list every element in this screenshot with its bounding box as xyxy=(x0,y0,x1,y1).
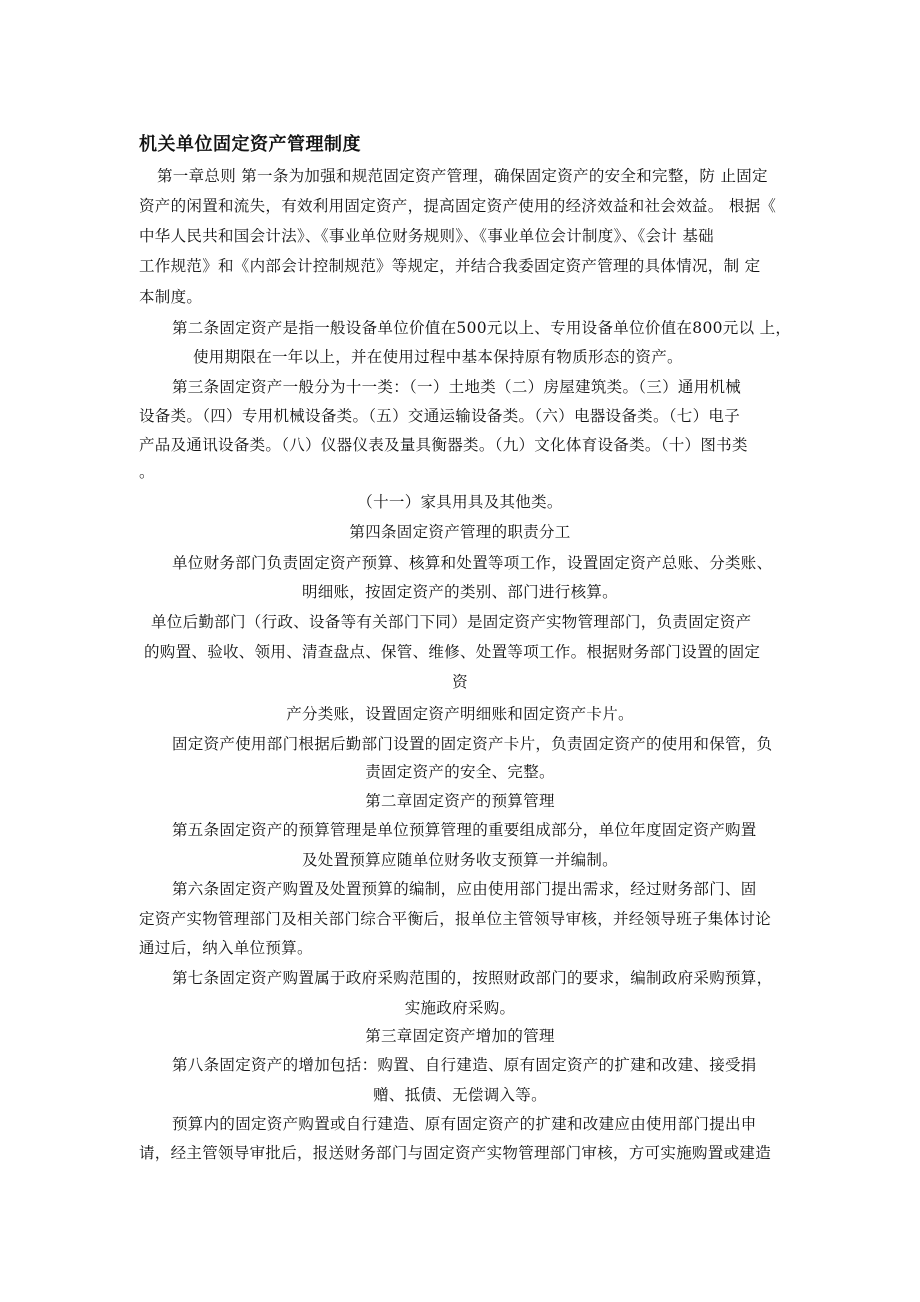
text-line: 责固定资产的安全、完整。 xyxy=(365,763,555,781)
text-line: 实施政府采购。 xyxy=(404,999,516,1017)
text-line: 第二条固定资产是指一般设备单位价值在500元以上、专用设备单位价值在800元以 上， xyxy=(172,319,792,337)
text-line: 使用期限在一年以上，并在使用过程中基本保持原有物质形态的资产。 xyxy=(193,348,683,366)
text-line: 预算内的固定资产购置或自行建造、原有固定资产的扩建和改建应由使用部门提出申 xyxy=(172,1115,757,1133)
text-line: 请，经主管领导审批后，报送财务部门与固定资产实物管理部门审核，方可实施购置或建造 xyxy=(139,1144,772,1162)
text-line: 通过后，纳入单位预算。 xyxy=(139,939,313,957)
text-line: 资产的闲置和流失，有效利用固定资产，提高固定资产使用的经济效益和社会效益。 根据《 xyxy=(139,197,777,215)
text-line: 明细账，按固定资产的类别、部门进行核算。 xyxy=(301,583,618,601)
article-heading: 第四条固定资产管理的职责分工 xyxy=(349,523,571,541)
text-line: 设备类。（四）专用机械设备类。（五）交通运输设备类。（六）电器设备类。（七）电子 xyxy=(139,407,741,425)
text-line: 中华人民共和国会计法》、《事业单位财务规则》、《事业单位会计制度》、《会计 基础 xyxy=(139,227,714,245)
text-line: （十一）家具用具及其他类。 xyxy=(357,493,563,511)
chapter-heading: 第二章固定资产的预算管理 xyxy=(365,792,555,810)
text-line: 工作规范》和《内部会计控制规范》等规定，并结合我委固定资产管理的具体情况，制 定 xyxy=(139,257,761,275)
text-line: 第八条固定资产的增加包括：购置、自行建造、原有固定资产的扩建和改建、接受捐 xyxy=(172,1056,757,1074)
text-line: 固定资产使用部门根据后勤部门设置的固定资产卡片，负责固定资产的使用和保管，负 xyxy=(172,735,773,753)
text-line: 单位后勤部门（行政、设备等有关部门下同）是固定资产实物管理部门，负责固定资产 xyxy=(151,613,752,631)
text-line: 定资产实物管理部门及相关部门综合平衡后，报单位主管领导审核，并经领导班子集体讨论 xyxy=(139,910,772,928)
text-line: 的购置、验收、领用、清查盘点、保管、维修、处置等项工作。根据财务部门设置的固定 xyxy=(144,643,761,661)
text-line: 资 xyxy=(452,673,468,691)
chapter-heading: 第三章固定资产增加的管理 xyxy=(365,1027,555,1045)
text-line: 单位财务部门负责固定资产预算、核算和处置等项工作，设置固定资产总账、分类账、 xyxy=(172,554,773,572)
text-line: 第七条固定资产购置属于政府采购范围的，按照财政部门的要求，编制政府采购预算， xyxy=(172,969,773,987)
text-line: 。 xyxy=(139,463,155,481)
text-line: 赠、抵债、无偿调入等。 xyxy=(373,1086,547,1104)
text-line: 第三条固定资产一般分为十一类：（一）土地类（二）房屋建筑类。（三）通用机械 xyxy=(172,378,742,396)
text-line: 第一章总则 第一条为加强和规范固定资产管理，确保固定资产的安全和完整，防 止固定 xyxy=(157,167,768,185)
text-line: 产分类账，设置固定资产明细账和固定资产卡片。 xyxy=(286,705,634,723)
document-title: 机关单位固定资产管理制度 xyxy=(139,134,361,155)
text-line: 第五条固定资产的预算管理是单位预算管理的重要组成部分，单位年度固定资产购置 xyxy=(172,821,757,839)
text-line: 第六条固定资产购置及处置预算的编制，应由使用部门提出需求，经过财务部门、固 xyxy=(172,880,757,898)
text-line: 及处置预算应随单位财务收支预算一并编制。 xyxy=(301,851,618,869)
text-line: 本制度。 xyxy=(139,288,203,306)
text-line: 产品及通讯设备类。（八）仪器仪表及量具衡器类。（九）文化体育设备类。（十）图书类 xyxy=(139,436,748,454)
